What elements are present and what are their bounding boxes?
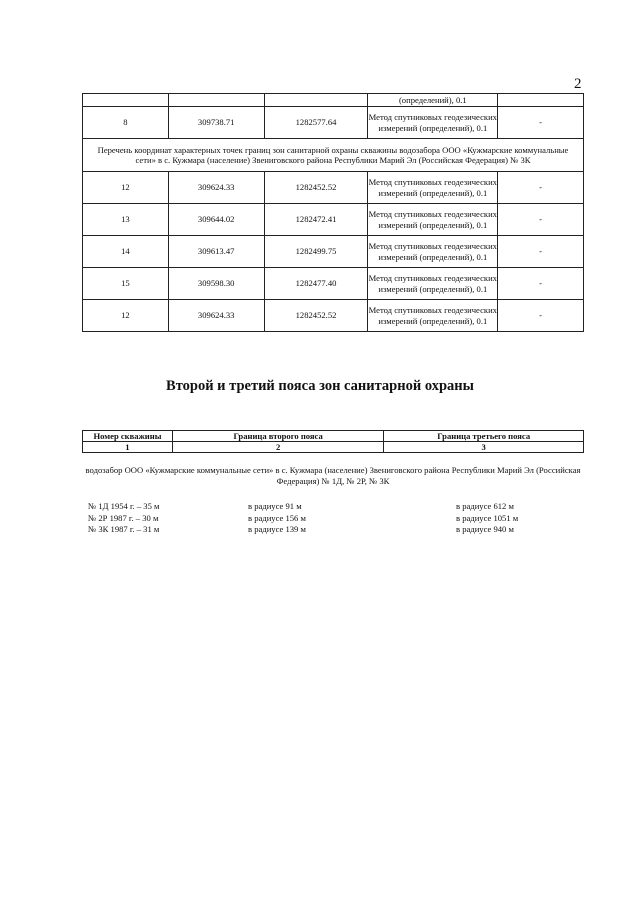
table-row <box>83 172 584 204</box>
table-row <box>83 236 584 268</box>
table-row <box>83 204 584 236</box>
y-coordinate: 1282452.52 <box>264 300 368 332</box>
x-coordinate: 309613.47 <box>168 236 264 268</box>
method-cell: (определений), 0.1 <box>368 94 498 107</box>
wells-column <box>88 501 159 536</box>
well-entry: № 3К 1987 г. – 31 м <box>88 524 160 534</box>
coordinates-table <box>82 93 584 332</box>
note-cell: - <box>498 204 584 236</box>
method-cell: Метод спутниковых геодезических измерений (определений), 0.1 <box>368 300 498 332</box>
column-number: 2 <box>172 442 384 453</box>
column-header: Граница второго пояса <box>172 431 384 442</box>
well-entry: № 2Р 1987 г. – 30 м <box>88 512 159 523</box>
zones-table <box>82 430 584 453</box>
coordinates-list-title: Перечень координат характерных точек границ зон санитарной охраны скважины водозабора ООО «Кужмарские коммунальные сети» в с. Кужмара (население) Звениговского района Республики Марий Эл (Российская Федерация) № 3К <box>83 139 584 172</box>
page-number: 2 <box>574 76 582 92</box>
table-row <box>83 94 584 107</box>
point-number: 8 <box>83 107 169 139</box>
point-number: 13 <box>83 204 169 236</box>
note-cell: - <box>498 236 584 268</box>
third-belt-radius: в радиусе 612 м <box>456 501 514 511</box>
note-cell: - <box>498 300 584 332</box>
column-header: Граница третьего пояса <box>384 431 584 442</box>
note-cell: - <box>498 268 584 300</box>
x-coordinate: 309738.71 <box>168 107 264 139</box>
point-number: 14 <box>83 236 169 268</box>
point-number: 12 <box>83 172 169 204</box>
x-coordinate: 309624.33 <box>168 172 264 204</box>
y-coordinate: 1282577.64 <box>264 107 368 139</box>
table-row <box>83 107 584 139</box>
section-title: Второй и третий пояса зон санитарной охраны <box>166 378 474 394</box>
second-belt-radius: в радиусе 91 м <box>248 501 302 511</box>
method-cell: Метод спутниковых геодезических измерений (определений), 0.1 <box>368 107 498 139</box>
x-coordinate: 309644.02 <box>168 204 264 236</box>
method-cell: Метод спутниковых геодезических измерений (определений), 0.1 <box>368 268 498 300</box>
note-cell: - <box>498 172 584 204</box>
second-belt-column <box>248 501 306 536</box>
table-row <box>83 268 584 300</box>
method-cell: Метод спутниковых геодезических измерений (определений), 0.1 <box>368 236 498 268</box>
y-coordinate: 1282472.41 <box>264 204 368 236</box>
y-coordinate: 1282452.52 <box>264 172 368 204</box>
method-cell: Метод спутниковых геодезических измерений (определений), 0.1 <box>368 172 498 204</box>
table-row <box>83 139 584 172</box>
third-belt-radius: в радиусе 940 м <box>456 524 514 534</box>
column-number: 1 <box>83 442 173 453</box>
x-coordinate: 309598.30 <box>168 268 264 300</box>
point-number: 12 <box>83 300 169 332</box>
water-intake-description: водозабор ООО «Кужмарские коммунальные сети» в с. Кужмара (население) Звениговского района Республики Марий Эл (Российская Федерация) № 1Д, № 2Р, № 3К <box>85 465 581 486</box>
table-row <box>83 442 584 453</box>
note-cell: - <box>498 107 584 139</box>
second-belt-radius: в радиусе 156 м <box>248 512 306 523</box>
x-coordinate: 309624.33 <box>168 300 264 332</box>
third-belt-column <box>456 501 518 536</box>
table-row <box>83 300 584 332</box>
table-header-row <box>83 431 584 442</box>
second-belt-radius: в радиусе 139 м <box>248 524 306 534</box>
y-coordinate: 1282499.75 <box>264 236 368 268</box>
method-cell: Метод спутниковых геодезических измерений (определений), 0.1 <box>368 204 498 236</box>
point-number: 15 <box>83 268 169 300</box>
column-number: 3 <box>384 442 584 453</box>
y-coordinate: 1282477.40 <box>264 268 368 300</box>
well-entry: № 1Д 1954 г. – 35 м <box>88 501 160 511</box>
third-belt-radius: в радиусе 1051 м <box>456 512 519 523</box>
column-header: Номер скважины <box>83 431 173 442</box>
